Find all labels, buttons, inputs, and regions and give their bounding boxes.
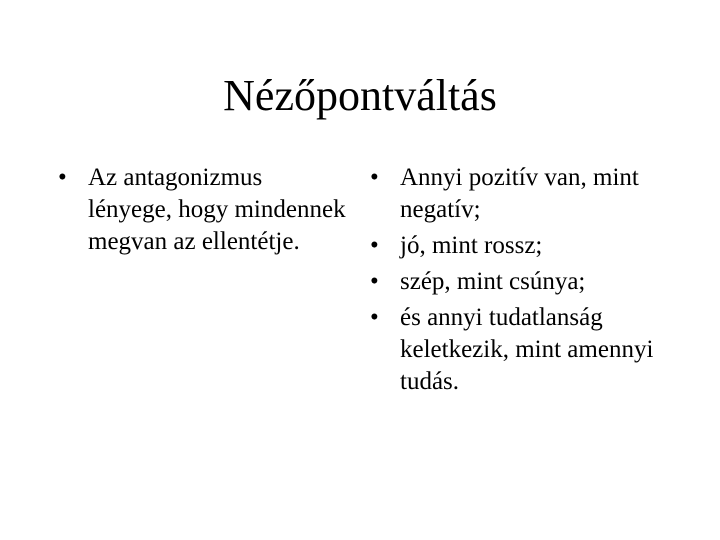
bullet-icon: • [370, 268, 379, 295]
bullet-text: jó, mint rossz; [400, 232, 543, 259]
bullet-icon: • [370, 304, 379, 331]
list-item [370, 230, 660, 262]
bullet-icon: • [370, 232, 379, 259]
left-column-list [58, 162, 348, 262]
right-column-list [370, 162, 660, 402]
list-item [370, 162, 660, 226]
bullet-icon: • [370, 164, 379, 191]
bullet-text: szép, mint csúnya; [400, 268, 586, 295]
bullet-text: és annyi tudatlanság keletkezik, mint amennyi tudás. [400, 304, 654, 395]
list-item [370, 266, 660, 298]
bullet-text: Annyi pozitív van, mint negatív; [400, 164, 639, 223]
bullet-icon: • [58, 164, 67, 191]
bullet-text: Az antagonizmus lényege, hogy mindennek megvan az ellentétje. [88, 164, 346, 255]
slide-title: Nézőpontváltás [223, 71, 497, 120]
list-item [58, 162, 348, 258]
list-item [370, 302, 660, 398]
